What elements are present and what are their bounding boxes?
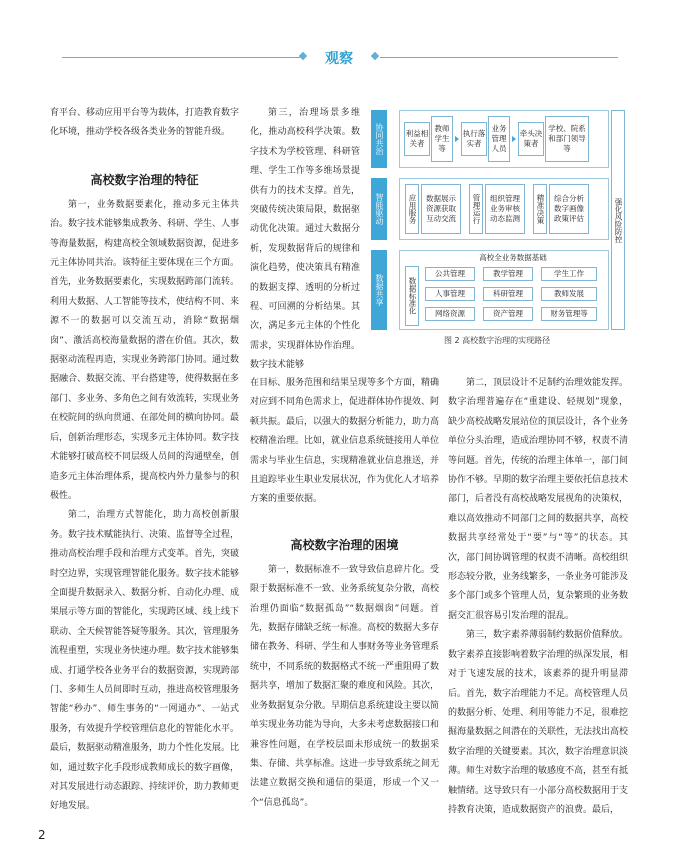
paragraph: 第三，治理场景多维化，推动高校科学决策。数字技术为学校管理、科研管理、学生工作等多维场景提供有力的技术支撑。首先，突破传统决策局限，数据驱动优化决策。通过大数据分析，发现数据背后的规律和演化趋势，使决策具有精准的数据支撑、透明的分析过程、可回溯的分析结果。其次，满足多元主体的个性化需求，实现群体协作治理。数字技术能够 — [250, 108, 360, 371]
column-2-top — [250, 104, 360, 376]
role-label: 利益相关者 — [404, 122, 430, 156]
heading-difficulties: 高校数字治理的困境 — [290, 537, 399, 552]
band-label: 协同共治 — [371, 110, 387, 168]
role-label: 牵头决策者 — [518, 122, 544, 156]
header-diamond-right — [371, 52, 379, 60]
module-items: 组织管理 业务审核 动态监测 — [485, 184, 525, 234]
paragraph: 育平台、移动应用平台等为载体，打造教育数字化环境，推动学校各级各类业务的智能升级。 — [50, 108, 240, 138]
figure-governance-path — [371, 110, 625, 342]
risk-control-label: 强化风险防控 — [611, 110, 625, 330]
data-standard-label: 数据标准化 — [405, 266, 419, 326]
header-diamond-left — [299, 52, 307, 60]
data-cell: 科研管理 — [483, 287, 533, 301]
header-rule-right — [380, 57, 618, 58]
data-cell: 学生工作 — [541, 267, 597, 281]
module-items: 综合分析 数字画像 政策评估 — [549, 184, 589, 234]
data-cell: 财务管理等 — [541, 307, 597, 321]
band-label: 数据共享 — [371, 250, 387, 330]
data-cell: 教学管理 — [483, 267, 533, 281]
paragraph: 在目标、服务范围和结果呈现等多个方面，精确对应到不同角色需求上，促进群体协作提效、阿顿共振。最后，以强大的数据分析能力，助力高校精准治理。比如，就业信息系统链接用人单位需求与毕业生信息，实现精准就业信息推送，并且追踪毕业生职业发展状况，作为优化人才培养方案的重要依据。 — [250, 378, 440, 505]
arrow-icon — [455, 136, 459, 142]
section-title: 观察 — [325, 51, 353, 67]
arrow-icon — [512, 136, 516, 142]
module-label: 精准决策 — [533, 184, 547, 234]
paragraph: 第三，数字素养薄弱制约数据价值释放。数字素养直接影响着数字治理的纵深发展，相对于飞速发展的技术，该素养的提升明显滞后。首先，数字治理能力不足。高校管理人员的数据分析、处理、利用等能力不足，很难挖掘海量数据之间潜在的关联性，无法找出高校数字治理的关键要素。其次，数字治理意识淡薄。师生对数字治理的敏感度不高，甚至有抵触情绪。这导致只有一小部分高校数据用于支持教育决策，造成数据资产的浪费。最后， — [448, 630, 629, 815]
heading-features: 高校数字治理的特征 — [90, 172, 199, 187]
paragraph: 第二，顶层设计不足制约治理效能发挥。数字治理普遍存在“重建设、轻规划”现象，缺少高校战略发展站位的顶层设计，各个业务单位分头治理，造成治理协同不够，权责不清等问题。首先，传统的治理主体单一，部门间协作不够。早期的数字治理主要依托信息技术部门，后者没有高校战略发展视角的决策权，难以高效推动不同部门之间的数据共享，高校数据共享经常处于“要”与“等”的状态。其次，部门间协调管理的权责不清晰。高校组织形态较分散，业务线繁多，一条业务可能涉及多个部门或多个管理人员，复杂繁琐的业务数据交汇很容易引发治理的混乱。 — [448, 378, 629, 621]
header-rule-left — [62, 57, 300, 58]
module-items: 数据展示 资源获取 互动交流 — [421, 184, 461, 234]
band-label: 智能驱动 — [371, 178, 387, 240]
paragraph: 第二，治理方式智能化，助力高校创新服务。数字技术赋能执行、决策、监督等全过程，推动高校治理手段和治理方式变革。首先，突破时空边界，实现管理智能化服务。数字技术能够全面提升数据录入、数据分析、自动化办理、成果展示等方面的智能化，实现跨区域、线上线下联动、全天候智能答疑等服务。其次，管理服务流程重塑，实现业务快速办理。数字技术能够集成、打通学校各业务平台的数据资源，实现跨部门、多师生人员间即时互动，推进高校管理服务智能“秒办”、师生事务的“一网通办”、一站式服务，有效提升学校管理信息化的智能化水平。最后，数据驱动精准服务，助力个性化发展。比如，通过数字化手段形成教师成长的数字画像，对其发展进行动态跟踪、持续评价，助力教师更好地发展。 — [50, 510, 240, 812]
column-3 — [448, 374, 628, 820]
paragraph: 第一，数据标准不一致导致信息碎片化。受限于数据标准不一致、业务系统复杂分散，高校治理仍面临“数据孤岛”“数据烟囱”问题。首先，数据存储缺乏统一标准。高校的数据大多存储在教务、科研、学生和人事财务等业务管理系统中，不同系统的数据格式不统一严重阻碍了数据共享，增加了数据汇聚的难度和风险。其次，业务数据复杂分散。早期信息系统建设主要以简单实现业务功能为导向，大多未考虑数据接口和兼容性问题，在学校层面未形成统一的数据采集、存储、共享标准。这进一步导致系统之间无法建立数据交换和通信的渠道，形成一个又一个“信息孤岛”。 — [250, 564, 440, 808]
data-cell: 公共管理 — [425, 267, 475, 281]
figure-caption: 图 2 高校数字治理的实现路径 — [444, 336, 551, 345]
module-label: 管理运行 — [469, 184, 483, 234]
role-items: 学校、院系和部门领导等 — [545, 116, 589, 162]
data-cell: 网络资源 — [425, 307, 475, 321]
paragraph: 第一，业务数据要素化，推动多元主体共治。数字技术能够集成教务、科研、学生、人事等海量数据，构建高校全领域数据资源，促进多元主体协同共治。该特征主要体现在三个方面。首先，业务数据要素化，实现数据跨部门流转。利用大数据、人工智能等技术，使结构不同、来源不一的数据可以交流互动，消除“数据烟囱”、激活高校海量数据的潜在价值。其次，数据驱动流程再造，实现业务跨部门协同。通过数据融合、数据交流、平台搭建等，使得数据在多部门、多业务、多角色之间有效流转，实现业务在校院间的纵向贯通、在部处间的横向协同。最后，创新治理形态，实现多元主体协同。数字技术能够打破高校不同层级人员间的沟通壁垒，创造多元主体治理体系，提高校内外力量参与的积极性。 — [50, 199, 240, 501]
column-1 — [50, 104, 239, 817]
column-2-bottom — [250, 374, 439, 813]
data-cell: 资产管理 — [483, 307, 533, 321]
role-items: 业务 管理 人员 — [488, 116, 510, 162]
role-label: 执行落实者 — [461, 122, 487, 156]
data-cell: 教师发展 — [541, 287, 597, 301]
page-number: 2 — [38, 828, 46, 842]
module-label: 应用服务 — [405, 184, 419, 234]
data-cell: 人事管理 — [425, 287, 475, 301]
data-foundation-title: 高校全业务数据基础 — [479, 253, 547, 262]
role-items: 教师 学生 等 — [431, 116, 453, 162]
